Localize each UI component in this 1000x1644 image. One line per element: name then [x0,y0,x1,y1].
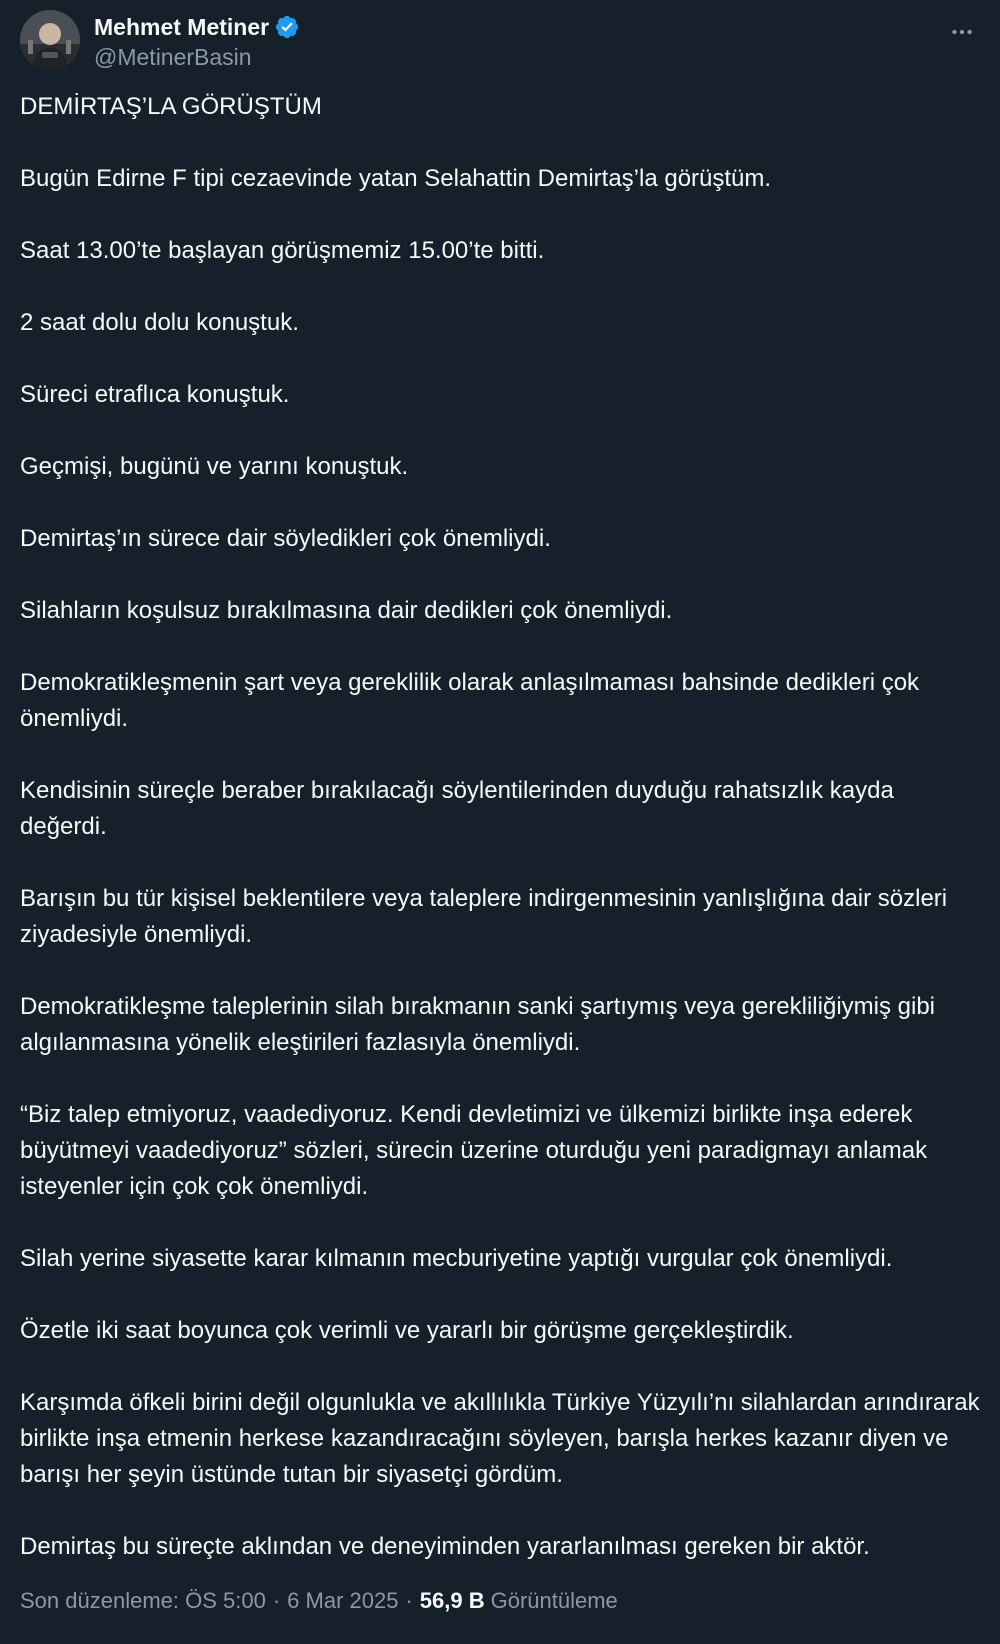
tweet-paragraph: Demirtaş bu süreçte aklından ve deneyiminden yararlanılması gereken bir aktör. [20,1533,870,1560]
tweet-paragraph: Demokratikleşmenin şart veya gereklilik olarak anlaşılmaması bahsinde dedikleri çok önemliydi. [20,669,920,732]
tweet-header [20,10,980,72]
tweet-paragraph: Bugün Edirne F tipi cezaevinde yatan Selahattin Demirtaş’la görüştüm. [20,165,772,192]
tweet-paragraph: Kendisinin süreçle beraber bırakılacağı söylentilerinden duyduğu rahatsızlık kayda değerdi. [20,777,894,840]
meta-separator: · [272,1588,281,1613]
tweet-paragraph: Demirtaş’ın sürece dair söyledikleri çok önemliydi. [20,525,551,552]
tweet-paragraph: DEMİRTAŞ’LA GÖRÜŞTÜM [20,93,322,120]
tweet-meta [20,1588,980,1614]
tweet-paragraph: Barışın bu tür kişisel beklentilere veya taleplere indirgenmesinin yanlışlığına dair sözleri ziyadesiyle önemliydi. [20,885,948,948]
tweet-paragraph: 2 saat dolu dolu konuştuk. [20,309,299,336]
edited-timestamp-link[interactable]: Son düzenleme: ÖS 5:00 [20,1588,266,1613]
author-handle[interactable]: @MetinerBasin [94,44,252,70]
tweet-paragraph: Geçmişi, bugünü ve yarını konuştuk. [20,453,409,480]
meta-separator: · [405,1588,413,1613]
tweet-paragraph: Süreci etraflıca konuştuk. [20,381,290,408]
tweet-paragraph: Silah yerine siyasette karar kılmanın mecburiyetine yaptığı vurgular çok önemliydi. [20,1245,893,1272]
tweet-date-link[interactable]: 6 Mar 2025 [287,1588,399,1613]
tweet-paragraph: Karşımda öfkeli birini değil olgunlukla ve akıllılıkla Türkiye Yüzyılı’nı silahlardan arındırarak birlikte inşa etmenin herkese kazandıracağını söyleyen, barışla herkes kazanır diyen ve barışı her şeyin üstünde tutan bir siyasetçi gördüm. [20,1389,980,1488]
avatar[interactable] [20,10,80,70]
tweet-paragraph: Özetle iki saat boyunca çok verimli ve yararlı bir görüşme gerçekleştirdik. [20,1317,794,1344]
tweet-paragraph: “Biz talep etmiyoruz, vaadediyoruz. Kendi devletimizi ve ülkemizi birlikte inşa ederek büyütmeyi vaadediyoruz” sözleri, sürecin üzerine oturduğu yeni paradigmayı anlamak isteyenler için çok çok önemliydi. [20,1101,928,1200]
display-name-row [94,12,300,42]
tweet-paragraph: Saat 13.00’te başlayan görüşmemiz 15.00’te bitti. [20,237,545,264]
tweet-text [20,89,980,1565]
verified-badge-icon[interactable] [274,14,300,40]
tweet-paragraph: Demokratikleşme taleplerinin silah bırakmanın sanki şartıymış veya gerekliliğiymiş gibi algılanmasına yönelik eleştirileri fazlasıyla önemliydi. [20,993,935,1056]
views-label: Görüntüleme [490,1588,618,1613]
views-count[interactable]: 56,9 B [419,1588,485,1613]
tweet-paragraph: Silahların koşulsuz bırakılmasına dair dedikleri çok önemliydi. [20,597,673,624]
author-display-name[interactable]: Mehmet Metiner [94,13,270,40]
more-options-icon[interactable] [944,14,980,50]
author-names [94,12,300,71]
